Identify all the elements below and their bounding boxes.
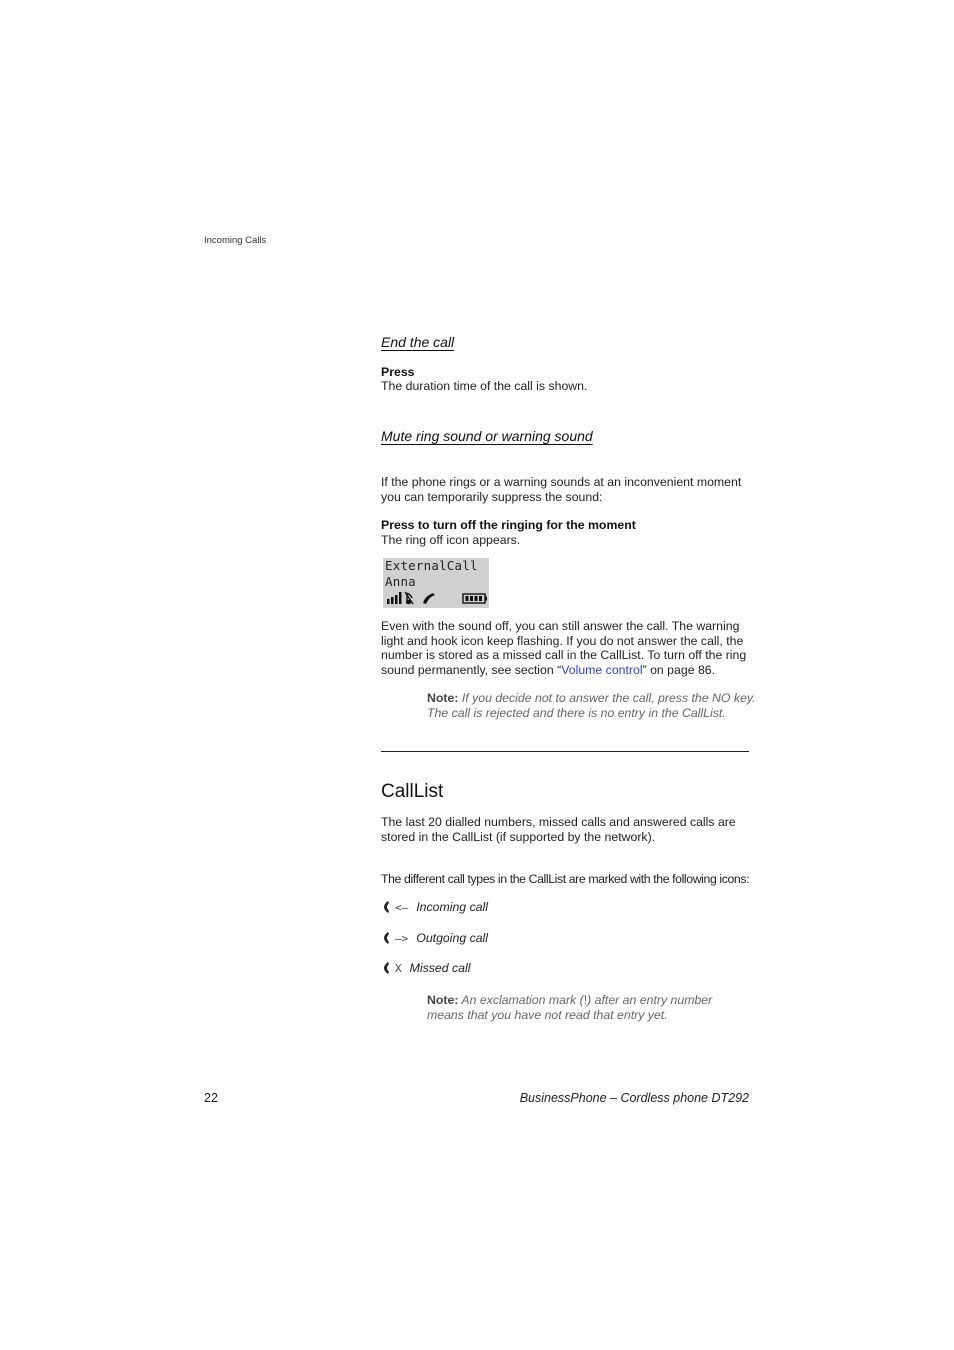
document-title: BusinessPhone – Cordless phone DT292 <box>519 1091 749 1105</box>
end-call-heading: End the call <box>381 334 455 350</box>
mute-note-label: Note: <box>427 691 459 705</box>
running-header: Incoming Calls <box>204 235 267 246</box>
calllist-types-intro: The different call types in the CallList are marked with the following icons: <box>381 872 750 886</box>
page-number: 22 <box>204 1091 218 1105</box>
outgoing-call-label: Outgoing call <box>416 931 489 945</box>
mute-explanation-tail: ” on page 86. <box>642 662 716 677</box>
missed-call-label: Missed call <box>409 961 471 975</box>
incoming-arrow-glyph: <– <box>395 900 409 914</box>
incoming-call-icon <box>383 900 391 914</box>
display-status-icons <box>385 591 489 605</box>
mute-action: Press to turn off the ringing for the moment <box>381 518 636 532</box>
display-line-2: Anna <box>385 574 416 589</box>
end-call-result: The duration time of the call is shown. <box>381 379 588 393</box>
calllist-intro: The last 20 dialled numbers, missed calls and answered calls are stored in the CallList (if supported by the network). <box>381 815 736 844</box>
missed-x-glyph: X <box>395 961 402 975</box>
calllist-note-after: ) after an entry number means that you have not read that entry yet. <box>427 993 713 1022</box>
call-type-missed <box>383 961 470 975</box>
incoming-call-label: Incoming call <box>416 900 489 914</box>
volume-control-link[interactable]: Volume control <box>561 662 643 677</box>
call-type-incoming <box>383 900 488 914</box>
call-type-outgoing <box>383 931 488 945</box>
outgoing-call-icon <box>383 931 391 945</box>
calllist-note-before: An exclamation mark ( <box>458 993 584 1007</box>
phone-display <box>383 558 489 608</box>
mute-intro: If the phone rings or a warning sounds at an inconvenient moment you can temporarily suppress the sound: <box>381 475 742 504</box>
signal-icon <box>387 592 402 604</box>
calllist-title: CallList <box>381 781 444 802</box>
calllist-note-label: Note: <box>427 993 459 1007</box>
mute-explanation-text: Even with the sound off, you can still answer the call. The warning light and hook icon keep flashing. If you do not answer the call, the number is stored as a missed call in the CallList. To turn off the ring sound permanently, see section “ <box>381 619 747 677</box>
outgoing-arrow-glyph: –> <box>395 931 409 945</box>
section-divider <box>381 751 749 752</box>
calllist-note <box>427 993 737 1022</box>
handset-icon <box>423 593 435 604</box>
mute-note <box>427 691 757 720</box>
display-line-1: ExternalCall <box>385 558 478 573</box>
end-call-action: Press <box>381 365 415 379</box>
battery-icon <box>463 594 487 603</box>
exclamation-mark: ! <box>583 993 588 1007</box>
mute-explanation <box>381 619 753 677</box>
mute-heading: Mute ring sound or warning sound <box>381 428 593 444</box>
mute-note-text: If you decide not to answer the call, press the NO key. The call is rejected and there is no entry in the CallList. <box>427 691 756 720</box>
mute-result: The ring off icon appears. <box>381 533 521 547</box>
missed-call-icon <box>383 961 391 975</box>
ring-off-icon <box>405 592 413 604</box>
